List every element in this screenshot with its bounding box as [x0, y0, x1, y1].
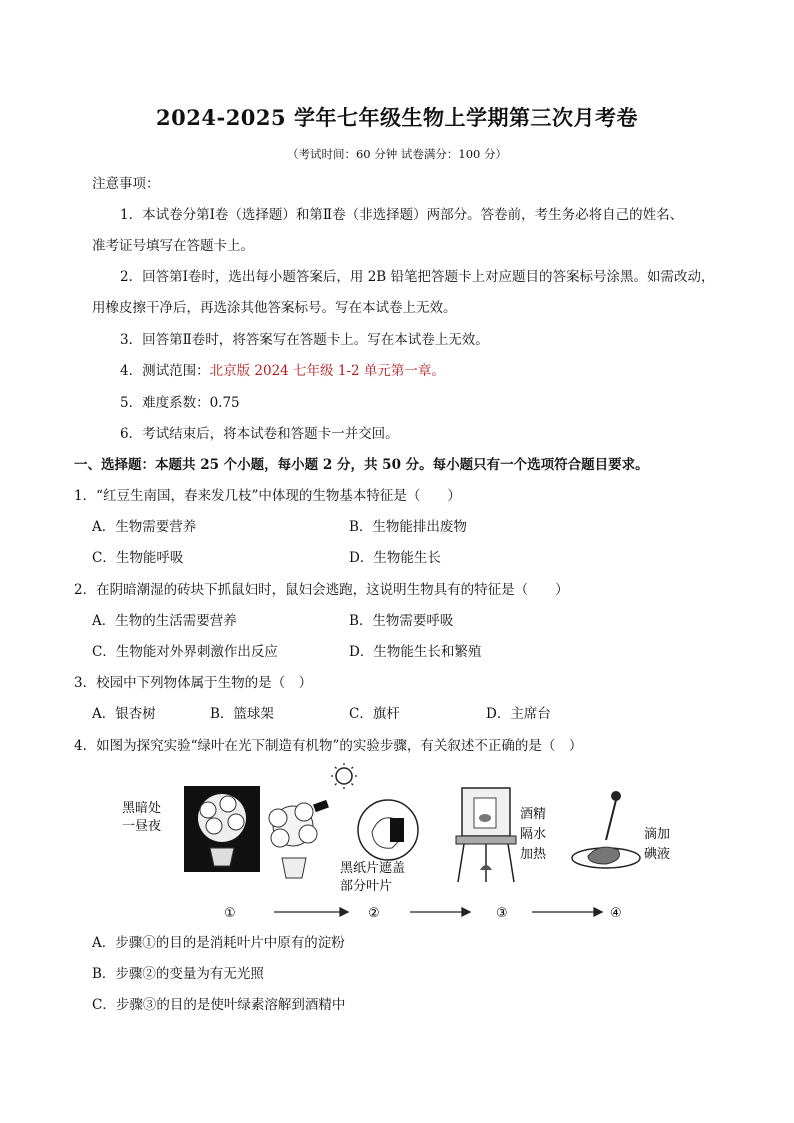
step-3-marker: ③ [496, 906, 508, 921]
q3-stem: 3．校园中下列物体属于生物的是（ ） [74, 675, 313, 691]
exam-info: （考试时间：60 分钟 试卷满分：100 分） [286, 147, 508, 161]
q2-option-a: A．生物的生活需要营养 [92, 613, 237, 629]
q2-option-c: C．生物能对外界刺激作出反应 [92, 644, 278, 660]
q4-option-c: C．步骤③的目的是使叶绿素溶解到酒精中 [92, 997, 346, 1013]
section-heading: 一、选择题：本题共 25 个小题，每小题 2 分，共 50 分。每小题只有一个选项符合题目要求。 [74, 457, 649, 473]
q3-option-a: A．银杏树 [92, 706, 156, 722]
q2-option-d: D．生物能生长和繁殖 [349, 644, 482, 660]
label-cover-1: 黑纸片遮盖 [340, 861, 406, 876]
notice-item-2-cont: 用橡皮擦干净后，再选涂其他答案标号。写在本试卷上无效。 [92, 300, 457, 316]
q4-stem: 4．如图为探究实验“绿叶在光下制造有机物”的实验步骤，有关叙述不正确的是（ ） [74, 738, 583, 754]
q4-option-b: B．步骤②的变量为有无光照 [92, 966, 264, 982]
q2-stem: 2．在阴暗潮湿的砖块下抓鼠妇时，鼠妇会逃跑，这说明生物具有的特征是（ ） [74, 582, 569, 598]
label-cover-2: 部分叶片 [340, 879, 393, 894]
notice-item-4 [120, 361, 445, 381]
q3-option-d: D．主席台 [486, 706, 551, 722]
dark-box-plant [184, 786, 260, 872]
label-iodine: 碘液 [644, 847, 671, 862]
label-dark-1: 黑暗处 [122, 801, 162, 816]
notice-item-6: 6．考试结束后，将本试卷和答题卡一并交回。 [120, 426, 399, 442]
page-title: 2024-2025 学年七年级生物上学期第三次月考卷 [156, 105, 638, 130]
q3-option-c: C．旗杆 [349, 706, 400, 722]
label-water: 隔水 [520, 827, 547, 842]
step-1-marker: ① [224, 906, 236, 921]
q1-stem: 1．“红豆生南国，春来发几枝”中体现的生物基本特征是（ ） [74, 488, 461, 504]
experiment-figure [118, 762, 688, 924]
notice-item-1: 1．本试卷分第Ⅰ卷（选择题）和第Ⅱ卷（非选择题）两部分。答卷前，考生务必将自己的姓名、 [120, 207, 684, 223]
q1-option-a: A．生物需要营养 [92, 519, 197, 535]
step-4-marker: ④ [610, 906, 622, 921]
label-drop: 滴加 [644, 827, 671, 842]
step-arrows [274, 908, 602, 916]
water-bath [456, 788, 516, 882]
q1-option-b: B．生物能排出废物 [349, 519, 467, 535]
q1-option-d: D．生物能生长 [349, 550, 441, 566]
notice-item-5: 5．难度系数：0.75 [120, 395, 240, 411]
notice-heading: 注意事项： [92, 176, 160, 192]
q3-option-b: B．篮球架 [210, 706, 274, 722]
label-dark-2: 一昼夜 [122, 819, 162, 834]
notice-item-4-prefix: 4．测试范围： [120, 363, 210, 379]
label-alcohol: 酒精 [520, 807, 547, 822]
test-range: 北京版 2024 七年级 1-2 单元第一章。 [209, 363, 445, 379]
step-2-marker: ② [368, 906, 380, 921]
notice-item-1-cont: 准考证号填写在答题卡上。 [92, 238, 254, 254]
notice-item-3: 3．回答第Ⅱ卷时，将答案写在答题卡上。写在本试卷上无效。 [120, 332, 489, 348]
label-heat: 加热 [520, 847, 547, 862]
q4-option-a: A．步骤①的目的是消耗叶片中原有的淀粉 [92, 935, 345, 951]
q1-option-c: C．生物能呼吸 [92, 550, 184, 566]
dish-with-dropper [572, 791, 640, 868]
notice-item-2: 2．回答第Ⅰ卷时，选出每小题答案后，用 2B 铅笔把答题卡上对应题目的答案标号涂黑。如需改动， [120, 269, 715, 285]
experiment-illustration [118, 762, 688, 924]
q2-option-b: B．生物需要呼吸 [349, 613, 454, 629]
